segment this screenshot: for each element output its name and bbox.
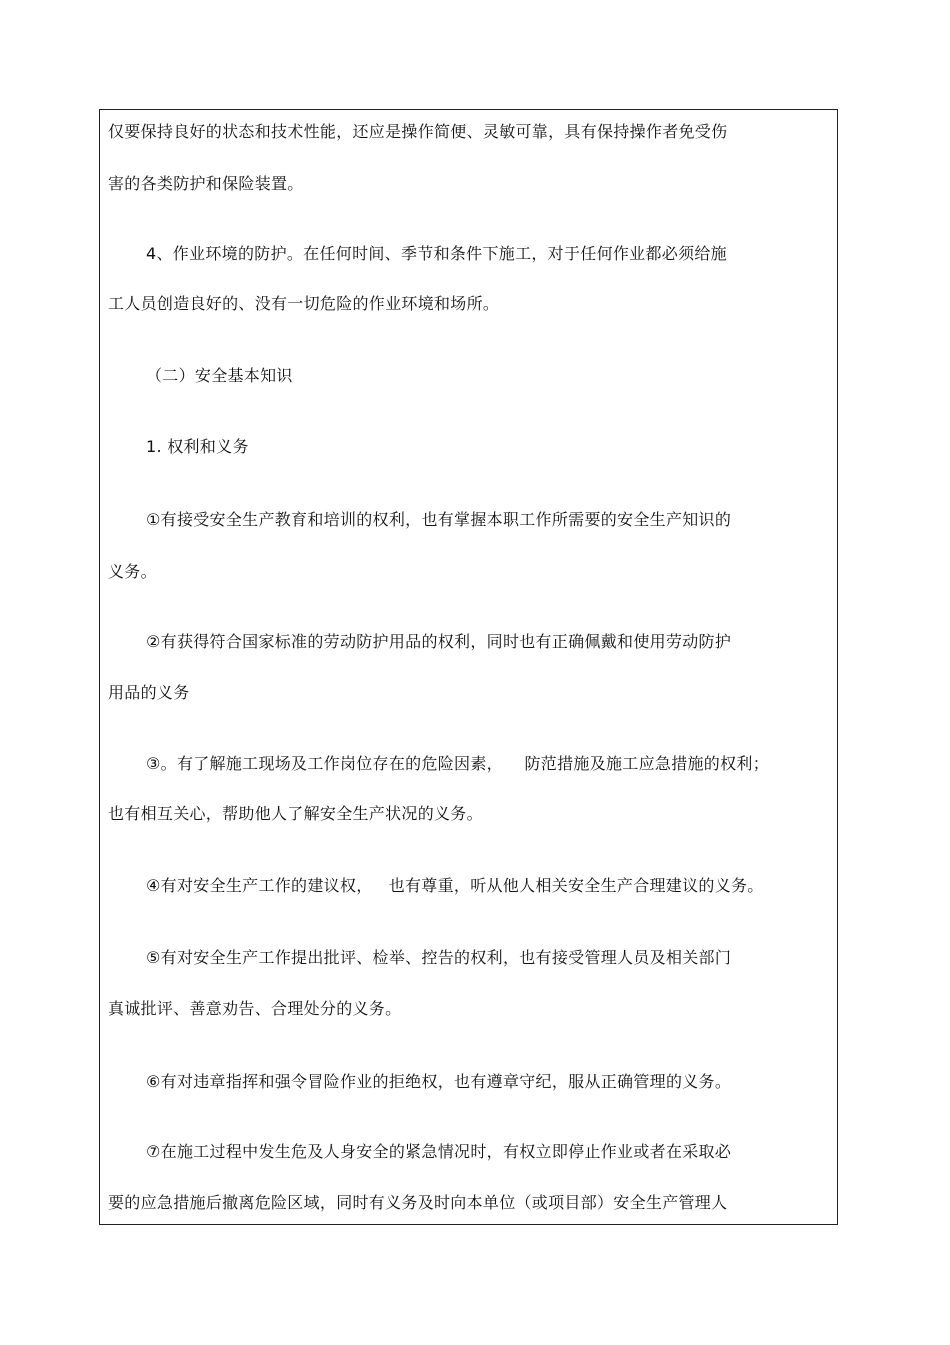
text-line-17: ⑦在施工过程中发生危及人身安全的紧急情况时，有权立即停止作业或者在采取必 bbox=[146, 1142, 732, 1161]
text-line-12: 也有相互关心，帮助他人了解安全生产状况的义务。 bbox=[108, 804, 483, 823]
text-line-4: 工人员创造良好的、没有一切危险的作业环境和场所。 bbox=[108, 294, 500, 313]
text-line-14: ⑤有对安全生产工作提出批评、检举、控告的权利，也有接受管理人员及相关部门 bbox=[146, 948, 732, 967]
text-line-16: ⑥有对违章指挥和强令冒险作业的拒绝权，也有遵章守纪，服从正确管理的义务。 bbox=[146, 1072, 732, 1091]
text-line-10: 用品的义务 bbox=[108, 683, 190, 702]
text-line-1: 仅要保持良好的状态和技术性能，还应是操作简便、灵敏可靠，具有保持操作者免受伤 bbox=[108, 122, 728, 141]
text-line-18: 要的应急措施后撤离危险区域，同时有义务及时向本单位（或项目部）安全生产管理人 bbox=[108, 1193, 728, 1212]
subsection-heading: 1. 权利和义务 bbox=[146, 437, 249, 456]
document-frame bbox=[99, 109, 838, 1225]
section-heading: （二）安全基本知识 bbox=[146, 366, 293, 385]
text-line-15: 真诚批评、善意劝告、合理处分的义务。 bbox=[108, 999, 402, 1018]
text-line-11: ③。有了解施工现场及工作岗位存在的危险因素， 防范措施及施工应急措施的权利； bbox=[146, 754, 769, 773]
text-line-7: ①有接受安全生产教育和培训的权利，也有掌握本职工作所需要的安全生产知识的 bbox=[146, 510, 732, 529]
text-line-9: ②有获得符合国家标准的劳动防护用品的权利，同时也有正确佩戴和使用劳动防护 bbox=[146, 632, 732, 651]
text-line-3: 4、作业环境的防护。在任何时间、季节和条件下施工，对于任何作业都必须给施 bbox=[146, 244, 727, 263]
text-line-2: 害的各类防护和保险装置。 bbox=[108, 174, 304, 193]
text-line-8: 义务。 bbox=[108, 562, 157, 581]
text-line-13: ④有对安全生产工作的建议权， 也有尊重，听从他人相关安全生产合理建议的义务。 bbox=[146, 876, 764, 895]
